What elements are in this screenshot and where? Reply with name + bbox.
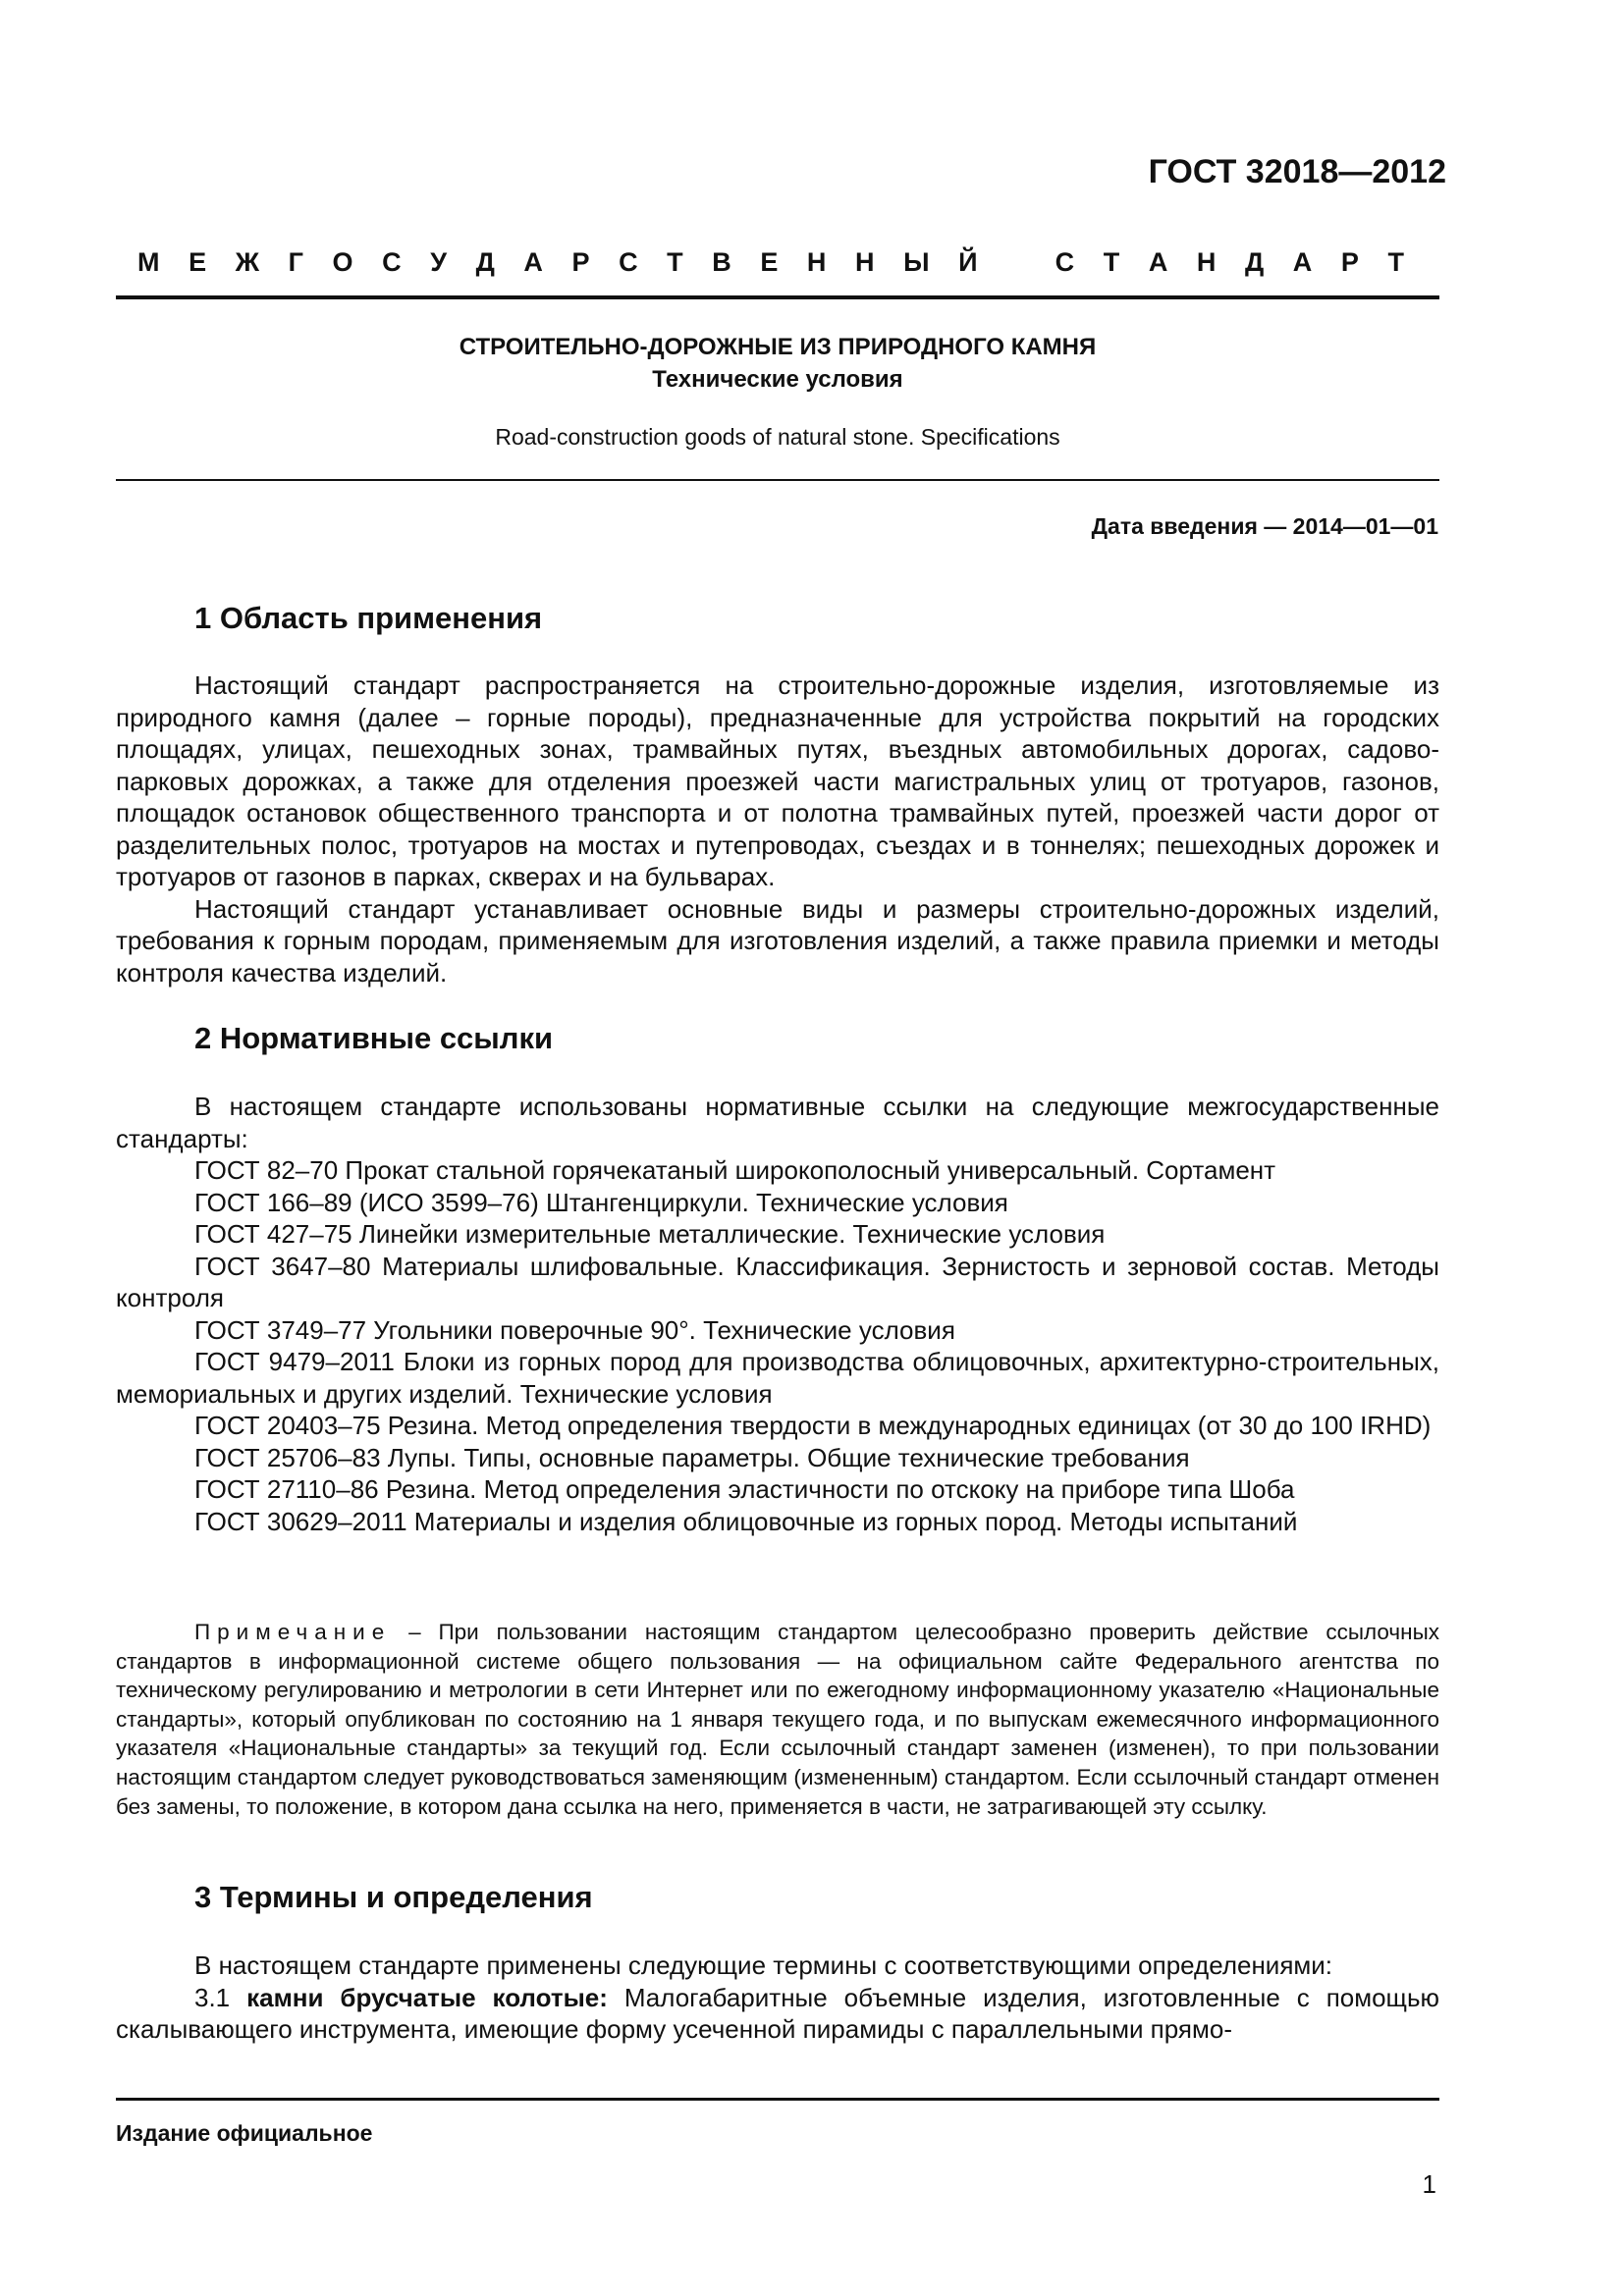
banner-letter: С <box>382 247 402 277</box>
official-edition-label: Издание официальное <box>116 2120 373 2146</box>
title-divider <box>116 479 1439 481</box>
banner-letter: Т <box>667 247 683 277</box>
standard-number: ГОСТ 32018—2012 <box>1148 153 1446 190</box>
section-1-paragraph-1: Настоящий стандарт распространяется на строительно-дорожные изделия, изготовляемые из природного камня (далее – горные породы), предназначенные для устройства покрытий на городских площадях, улицах, пешеходных зонах, трамвайных путях, въездных автомобильных дорогах, садово-парковых дорожках, а также для отделения проезжей части магистральных улиц от тротуаров, газонов, площадок остановок общественного транспорта и от полотна трамвайных путей, проезжей части дорог от разделительных полос, тротуаров на мостах и путепроводах, съездах и в тоннелях; пешеходных дорожек и тротуаров от газонов в парках, скверах и на бульварах. <box>116 670 1439 891</box>
banner-letter: Т <box>1103 247 1120 277</box>
banner-letter <box>1006 247 1026 278</box>
banner-letter: Ы <box>903 247 930 277</box>
banner-letter: С <box>619 247 638 277</box>
term-3-1 <box>116 1982 1439 2046</box>
interstate-standard-banner <box>137 247 1404 278</box>
banner-letter: М <box>137 247 160 277</box>
section-2-heading: 2 Нормативные ссылки <box>194 1021 554 1055</box>
term-name: камни брусчатые колотые: <box>246 1982 608 2012</box>
banner-letter: С <box>1055 247 1075 277</box>
banner-letter: А <box>1292 247 1313 277</box>
term-number: 3.1 <box>194 1982 247 2012</box>
banner-letter: В <box>712 247 731 277</box>
section-2-intro: В настоящем стандарте использованы нормативные ссылки на следующие межгосударственные стандарты: <box>116 1092 1439 1153</box>
banner-letter: Р <box>1340 247 1359 277</box>
banner-letter: Ж <box>235 247 260 277</box>
banner-letter: О <box>332 247 353 277</box>
section-2-body <box>116 1091 1439 1537</box>
reference-item: ГОСТ 27110–86 Резина. Метод определения эластичности по отскоку на приборе типа Шоба <box>194 1474 1295 1504</box>
section-3-heading: 3 Термины и определения <box>194 1880 593 1914</box>
document-title-english: Road-construction goods of natural stone. Specifications <box>495 424 1060 450</box>
banner-letter: А <box>523 247 543 277</box>
banner-letter: Г <box>288 247 303 277</box>
banner-letter: Н <box>855 247 875 277</box>
note-block <box>116 1618 1439 1821</box>
section-1-heading: 1 Область применения <box>194 601 543 635</box>
banner-letter: Н <box>806 247 827 277</box>
banner-letter: Й <box>958 247 978 277</box>
section-3-body <box>116 1949 1439 2046</box>
banner-letter: Н <box>1196 247 1217 277</box>
banner-letter: Е <box>189 247 207 277</box>
reference-item: ГОСТ 166–89 (ИСО 3599–76) Штангенциркули. Технические условия <box>194 1187 1008 1217</box>
page-number: 1 <box>1422 2169 1436 2199</box>
header-divider <box>116 295 1439 299</box>
banner-letter: Т <box>1387 247 1404 277</box>
section-3-intro: В настоящем стандарте применены следующие термины с соответствующими определениями: <box>194 1950 1333 1980</box>
banner-letter: Е <box>760 247 779 277</box>
note-text: – При пользовании настоящим стандартом целесообразно проверить действие ссылочных стандартов в информационной системе общего пользования — на официальном сайте Федерального агентства по техническому регулированию и метрологии в сети Интернет или по ежегодному информационному указателю «Национальные стандарты», который опубликован по состоянию на 1 января текущего года, и по выпускам ежемесячного информационного указателя «Национальные стандарты» за текущий год. Если ссылочный стандарт заменен (изменен), то при пользовании настоящим стандартом следует руководствоваться заменяющим (измененным) стандартом. Если ссылочный стандарт отменен без замены, то положение, в котором дана ссылка на него, применяется в части, не затрагивающей эту ссылку. <box>116 1620 1439 1819</box>
reference-item: ГОСТ 9479–2011 Блоки из горных пород для производства облицовочных, архитектурно-строительных, мемориальных и других изделий. Технические условия <box>116 1347 1439 1409</box>
reference-item: ГОСТ 30629–2011 Материалы и изделия облицовочные из горных пород. Методы испытаний <box>194 1506 1298 1536</box>
footer-divider <box>116 2098 1439 2101</box>
term-definition: Малогабаритные объемные изделия, изготовленные с помощью скалывающего инструмента, имеющие форму усеченной пирамиды с параллельными прямо- <box>116 1982 1439 2044</box>
banner-letter: Р <box>571 247 590 277</box>
section-1-body <box>116 669 1439 988</box>
reference-item: ГОСТ 3749–77 Угольники поверочные 90°. Технические условия <box>194 1314 955 1345</box>
reference-item: ГОСТ 82–70 Прокат стальной горячекатаный широкополосный универсальный. Сортамент <box>194 1155 1276 1185</box>
document-subtitle: Технические условия <box>652 366 903 393</box>
banner-letter: У <box>430 247 448 277</box>
document-title: СТРОИТЕЛЬНО-ДОРОЖНЫЕ ИЗ ПРИРОДНОГО КАМНЯ <box>459 334 1097 360</box>
section-1-paragraph-2: Настоящий стандарт устанавливает основные виды и размеры строительно-дорожных изделий, требования к горным породам, применяемым для изготовления изделий, а также правила приемки и методы контроля качества изделий. <box>116 893 1439 988</box>
reference-item: ГОСТ 25706–83 Лупы. Типы, основные параметры. Общие технические требования <box>194 1442 1190 1472</box>
banner-letter: Д <box>475 247 495 277</box>
banner-letter: А <box>1148 247 1168 277</box>
reference-item: ГОСТ 3647–80 Материалы шлифовальные. Классификация. Зернистость и зерновой состав. Методы контроля <box>116 1251 1439 1312</box>
reference-item: ГОСТ 20403–75 Резина. Метод определения твердости в международных единицах (от 30 до 100 IRHD) <box>194 1411 1432 1440</box>
reference-item: ГОСТ 427–75 Линейки измерительные металлические. Технические условия <box>194 1219 1106 1249</box>
note-label: Примечание <box>194 1620 392 1644</box>
banner-letter: Д <box>1244 247 1265 277</box>
introduction-date: Дата введения — 2014—01—01 <box>1091 513 1438 539</box>
